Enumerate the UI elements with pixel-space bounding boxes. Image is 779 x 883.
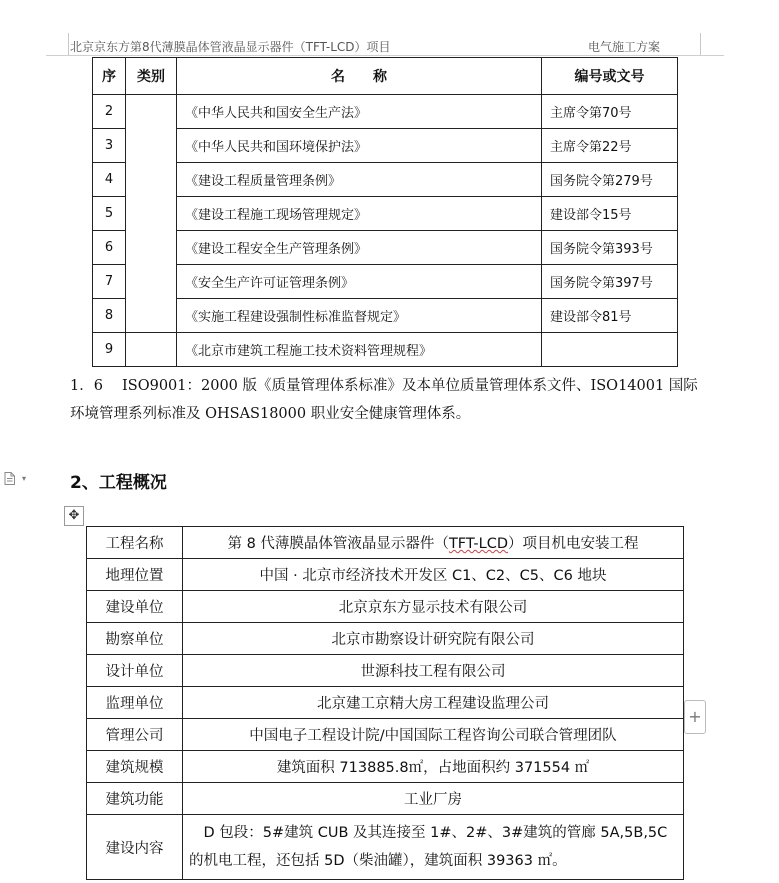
row-code: 国务院令第279号: [542, 163, 678, 197]
table-row: [93, 163, 678, 197]
page-header-title: 北京京东方第8代薄膜晶体管液晶显示器件（TFT-LCD）项目: [70, 40, 391, 54]
row-name: 《安全生产许可证管理条例》: [177, 265, 542, 299]
row-code: 国务院令第393号: [542, 231, 678, 265]
table-row: [87, 719, 684, 751]
overview-value: 北京京东方显示技术有限公司: [183, 591, 684, 623]
row-name: 《建设工程安全生产管理条例》: [177, 231, 542, 265]
table-row: [93, 129, 678, 163]
document-icon[interactable]: [4, 472, 15, 485]
table-row: [87, 527, 684, 559]
overview-label: 监理单位: [87, 687, 183, 719]
overview-value: D 包段：5#建筑 CUB 及其连接至 1#、2#、3#建筑的管廊 5A,5B,5C 的机电工程，还包括 5D（柴油罐），建筑面积 39363 ㎡。: [183, 815, 684, 880]
row-name: 《中华人民共和国安全生产法》: [177, 95, 542, 129]
overview-label: 地理位置: [87, 559, 183, 591]
overview-label: 建设单位: [87, 591, 183, 623]
section-title: 2、工程概况: [70, 473, 167, 493]
overview-value: 中国 · 北京市经济技术开发区 C1、C2、C5、C6 地块: [183, 559, 684, 591]
row-no: 6: [93, 231, 126, 265]
row-code: [542, 333, 678, 367]
row-no: 9: [93, 333, 126, 367]
row-code: 建设部令15号: [542, 197, 678, 231]
row-no: 5: [93, 197, 126, 231]
table-row: [87, 687, 684, 719]
category-cell: [126, 333, 177, 367]
header-rule: [46, 55, 724, 56]
overview-value: 北京建工京精大房工程建设监理公司: [183, 687, 684, 719]
table-row: [93, 95, 678, 129]
overview-value: 北京市勘察设计研究院有限公司: [183, 623, 684, 655]
overview-label: 勘察单位: [87, 623, 183, 655]
row-name: 《北京市建筑工程施工技术资料管理规程》: [177, 333, 542, 367]
table-row: [87, 751, 684, 783]
table-row: [87, 655, 684, 687]
header-name: 名 称: [177, 58, 542, 95]
overview-label: 建筑规模: [87, 751, 183, 783]
margin-corner-left: [46, 33, 69, 56]
table-header-row: [93, 58, 678, 95]
row-code: 主席令第70号: [542, 95, 678, 129]
table-row: [93, 197, 678, 231]
spell-check-underline: TFT-LCD: [448, 536, 509, 552]
regulations-table: [92, 57, 678, 367]
paragraph-1-6: 1．6 ISO9001：2000 版《质量管理体系标准》及本单位质量管理体系文件、ISO14001 国际环境管理系列标准及 OHSAS18000 职业安全健康管理体系。: [70, 378, 698, 422]
overview-value: 中国电子工程设计院/中国国际工程咨询公司联合管理团队: [183, 719, 684, 751]
chevron-down-icon[interactable]: ▾: [22, 474, 27, 483]
row-no: 3: [93, 129, 126, 163]
move-handle-icon[interactable]: ✥: [64, 506, 84, 526]
page-header-doc-type: 电气施工方案: [588, 40, 661, 54]
table-row: [93, 231, 678, 265]
table-row: [93, 333, 678, 367]
row-no: 8: [93, 299, 126, 333]
overview-label: 工程名称: [87, 527, 183, 559]
table-row: [87, 783, 684, 815]
row-name: 《实施工程建设强制性标准监督规定》: [177, 299, 542, 333]
overview-label: 建设内容: [87, 815, 183, 880]
table-row: [87, 559, 684, 591]
table-row: [93, 265, 678, 299]
row-no: 7: [93, 265, 126, 299]
row-name: 《建设工程施工现场管理规定》: [177, 197, 542, 231]
header-code: 编号或文号: [542, 58, 678, 95]
overview-label: 建筑功能: [87, 783, 183, 815]
category-cell: [126, 95, 177, 333]
row-no: 4: [93, 163, 126, 197]
overview-label: 管理公司: [87, 719, 183, 751]
table-row: [87, 623, 684, 655]
margin-corner-right: [700, 33, 723, 56]
overview-value: 世源科技工程有限公司: [183, 655, 684, 687]
row-code: 建设部令81号: [542, 299, 678, 333]
overview-value: 工业厂房: [183, 783, 684, 815]
overview-value: 建筑面积 713885.8㎡，占地面积约 371554 ㎡: [183, 751, 684, 783]
row-no: 2: [93, 95, 126, 129]
overview-label: 设计单位: [87, 655, 183, 687]
overview-value: 第 8 代薄膜晶体管液晶显示器件（TFT-LCD）项目机电安装工程: [183, 527, 684, 559]
table-row: [87, 815, 684, 880]
table-row: [87, 591, 684, 623]
row-code: 国务院令第397号: [542, 265, 678, 299]
row-name: 《建设工程质量管理条例》: [177, 163, 542, 197]
header-category: 类别: [126, 58, 177, 95]
row-name: 《中华人民共和国环境保护法》: [177, 129, 542, 163]
row-code: 主席令第22号: [542, 129, 678, 163]
plus-icon[interactable]: +: [684, 700, 706, 734]
table-row: [93, 299, 678, 333]
header-no: 序: [93, 58, 126, 95]
project-overview-table: [86, 526, 684, 880]
